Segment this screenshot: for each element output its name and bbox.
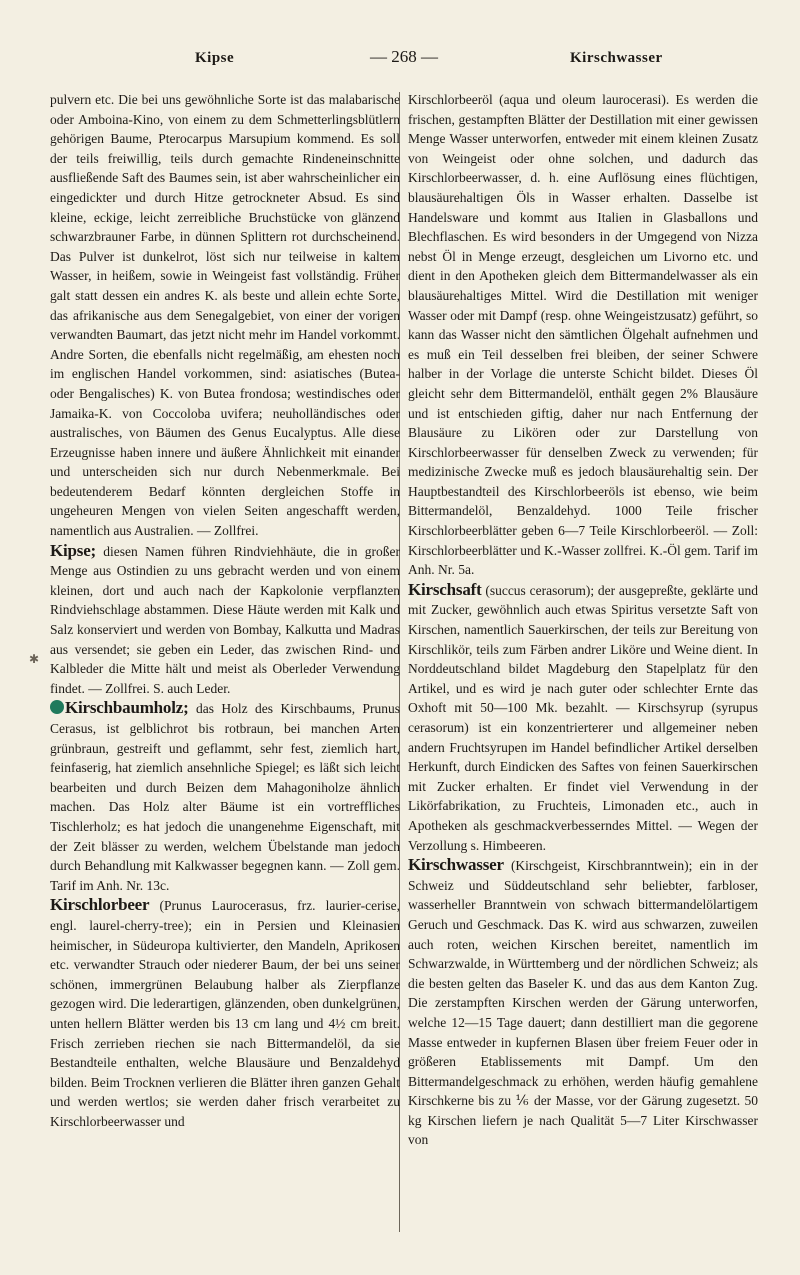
page-header bbox=[40, 47, 760, 72]
entry-kirschbaumholz-text: das Holz des Kirschbaums, Prunus Cerasus, ist gelblichrot bis rotbraun, bei manchen Arten grünbraun, gestreift und geflammt, sehr fest, ziemlich hart, feinfaserig, hat ziemlich ansehnliche Spiegel; es läßt sich leicht bearbeiten und durch Beizen dem Mahagoniholze ähnlich machen. Das Holz alter Bäume ist ein vortreffliches Tischlerholz; es hat jedoch die unangenehme Eigenschaft, mit der Zeit blässer zu werden, welchem Übelstande man jedoch durch Behandlung mit Kalkwasser begegnen kann. — Zoll gem. Tarif im Anh. Nr. 13c. bbox=[50, 701, 400, 893]
headword-kirschlorbeer: Kirschlorbeer bbox=[50, 895, 150, 915]
headword-kirschbaumholz: Kirschbaumholz; bbox=[65, 698, 189, 718]
entry-kirschlorbeer bbox=[50, 895, 400, 1131]
entry-kipse bbox=[50, 541, 400, 699]
running-head-right: Kirschwasser bbox=[570, 50, 663, 66]
running-head-left: Kipse bbox=[195, 50, 235, 66]
headword-kirschsaft: Kirschsaft bbox=[408, 579, 482, 599]
headword-kirschwasser: Kirschwasser bbox=[408, 855, 504, 875]
entry-kipse-text: diesen Namen führen Rindviehhäute, die in großer Menge aus Ostindien zu uns gebracht werden und von einem kleinen, dort und auch nach der Kapkolonie verpflanzten Rindviehschlage abstammen. Diese Häute werden mit Kalk und Salz konserviert und werden von Bombay, Kalkutta und Madras aus versendet; sie geben ein Leder, das zwischen Rind- und Kalbleder die Mitte hält und meist als Oberleder Verwendung findet. — Zollfrei. S. auch Leder. bbox=[50, 543, 400, 696]
left-column bbox=[50, 90, 400, 1131]
entry-kirschsaft-text: (succus cerasorum); der ausgepreßte, geklärte und mit Zucker, gewöhnlich auch etwas Spiritus versetzte Saft von Kirschen, namentlich Sauerkirschen, der teils zur Bereitung von Kirschlikör, teils zum Färben andrer Liköre und Weine dient. In Norddeutschland bildet Magdeburg den Stapelplatz für den Artikel, und es wird je nach guter oder schlechter Ernte das Oxhoft mit 50—100 Mk. bezahlt. — Kirschsyrup (syrupus cerasorum) ist ein konzentrierterer und allgemeiner neben andern Fruchtsyrupen im Handel befindlicher Artikel derselben Herkunft, durch Eindicken des Saftes von feinen Sauerkirschen mit Zucker erhalten. Er findet viel Verwendung in der Likörfabrikation, zu Fruchteis, Limonaden etc., auch in Apotheken als geschmackverbesserndes Mittel. — Wegen der Verzollung s. Himbeeren. bbox=[408, 582, 758, 853]
kirschlorbeer-entry-continued: Kirschlorbeeröl (aqua und oleum laurocerasi). Es werden die frischen, gestampften Blätter der Destillation mit einer gewissen Menge Wasser unterworfen, entweder mit einem kleinen Zusatz von Weingeist oder ohne solchen, und dadurch das Kirschlorbeerwasser, d. h. eine Auflösung eines flüchtigen, blausäurehaltigen Öls in Wasser erhalten. Dasselbe ist Handelsware und kommt aus Italien in Glasballons und Blechflaschen. Es wird besonders in der Umgegend von Nizza nebst Öl in Menge erzeugt, desgleichen um Livorno etc. und dient in den Apotheken gleich dem Bittermandelwasser als ein blausäurehaltiges Mittel. Wird die Destillation mit weniger Wasser oder mit Dampf (resp. ohne Weingeistzusatz) geführt, so kann das Wasser nicht den sämtlichen Ölgehalt aufnehmen und es muß ein Teil desselben frei bleiben, der seiner Schwere halber in der Vorlage die unterste Schicht bildet. Dieses Öl gleicht sehr dem Bittermandelöl, enthält gegen 2% Blausäure und ist entschieden giftig, daher nur nach Entfernung der Blausäure zu Likören oder zur Darstellung von Kirschlorbeerwasser für denselben Zweck zu verwenden; für medizinische Zwecke muß es jedoch blausäurehaltig sein. Der Hauptbestandteil des Kirschlorbeeröls ist ebenso, wie beim Bittermandelöl, Benzaldehyd. 1000 Teile frischer Kirschlorbeerblätter geben 6—7 Teile Kirschlorbeeröl. — Zoll: Kirschlorbeerblätter und K.-Wasser zollfrei. K.-Öl gem. Tarif im Anh. Nr. 5a. bbox=[408, 92, 758, 578]
kino-entry-continued: pulvern etc. Die bei uns gewöhnliche Sorte ist das malabarische oder Amboina-Kino, von einem zu dem Schmetterlingsblütlern gehörigen Baume, Pterocarpus Marsupium kommend. Es soll der teils freiwillig, teils durch gemachte Rindeneinschnitte ausfließende Saft des Baumes sein, ist aber wahrscheinlicher ein eingedickter und durch Hitze getrockneter Absud. Es sind kleine, eckige, leicht zerreibliche Bruchstücke von glänzend schwarzbrauner Farbe, in dünnen Splittern rot durchscheinend. Das Pulver ist dunkelrot, löst sich nur teilweise in kaltem Wasser, in heißem, sowie in Weingeist fast vollständig. Früher galt statt dessen ein andres K. als beste und allein echte Sorte, das afrikanische aus dem Senegalgebiet, von einer der vorigen verwandten Baumart, das jetzt nicht mehr im Handel vorkommt. Andre Sorten, die ebenfalls nicht regelmäßig, am ehesten noch im englischen Handel vorkommen, sind: asiatisches (Butea- oder Bengalisches) K. von Butea frondosa; westindisches oder Jamaika-K. von Coccoloba uvifera; neuholländisches oder australisches, von Bäumen des Genus Eucalyptus. Alle diese Erzeugnisse haben innere und äußere Ähnlichkeit mit einander und unterscheiden sich nur durch Nebenmerkmale. Bei bedeutenderem Bedarf könnten dergleichen Stoffe in ungeheuren Mengen von vielen Seiten angeschafft werden, namentlich aus Australien. — Zollfrei. bbox=[50, 92, 400, 539]
entry-kirschlorbeer-text: (Prunus Laurocerasus, frz. laurier-cerise, engl. laurel-cherry-tree); ein in Persien und Kleinasien heimischer, in Südeuropa kultivierter, den Mandeln, Aprikosen etc. verwandter Strauch oder niederer Baum, der bei uns seiner schönen, immergrünen Belaubung halber als Zierpflanze gezogen wird. Die lederartigen, glänzenden, oben dunkelgrünen, unten hellern Blätter werden bis 13 cm lang und 4½ cm breit. Frisch zerrieben riechen sie nach Bittermandelöl, da sie Bestandteile enthalten, welche Blausäure und Benzaldehyd bilden. Beim Trocknen verlieren die Blätter ihren ganzen Gehalt und werden wertlos; sie werden daher frisch verarbeitet zu Kirschlorbeerwasser und bbox=[50, 898, 400, 1129]
right-column bbox=[408, 90, 758, 1150]
entry-kirschwasser-text: (Kirschgeist, Kirschbranntwein); ein in der Schweiz und Süddeutschland sehr beliebter, farbloser, wasserheller Branntwein von schwach bittermandelölartigem Geruch und Geschmack. Das K. wird aus schwarzen, zuweilen auch roten, weichen Kirschen bereitet, namentlich im Schwarzwalde, in Württemberg und der nördlichen Schweiz; als die besten gelten das Baseler K. und das aus dem Kanton Zug. Die zerstampften Kirschen werden der Gärung unterworfen, welche 12—15 Tage dauert; dann destilliert man die gegorene Masse entweder in kupfernen Blasen über freiem Feuer oder in größeren Etablissements mit Dampf. Um den Bittermandelgeschmack zu erhöhen, werden häufig gemahlene Kirschkerne bis zu ⅙ der Masse, vor der Gärung zugesetzt. 50 kg Kirschen liefern je nach Qualität 5—7 Liter Kirschwasser von bbox=[408, 858, 758, 1148]
page-number: — 268 — bbox=[370, 47, 438, 66]
entry-kirschsaft bbox=[408, 580, 758, 855]
headword-kipse: Kipse; bbox=[50, 540, 97, 560]
green-dot-marker bbox=[50, 700, 64, 714]
entry-kirschbaumholz bbox=[50, 698, 400, 895]
margin-mark: ✱ bbox=[29, 652, 40, 666]
entry-kirschwasser bbox=[408, 855, 758, 1150]
